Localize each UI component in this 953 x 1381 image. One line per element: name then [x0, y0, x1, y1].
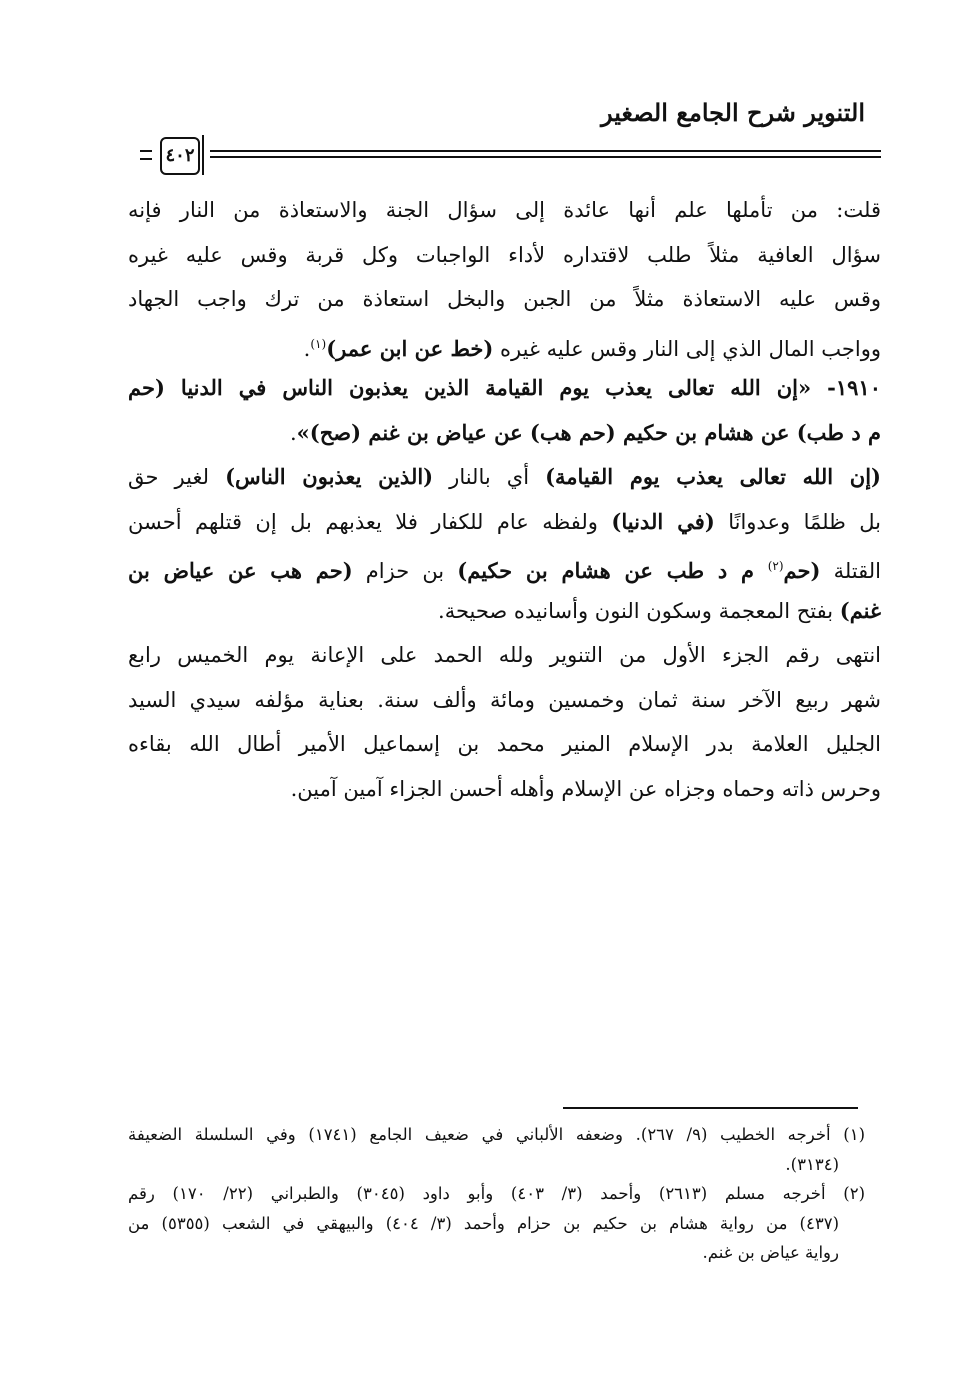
text-line [128, 277, 881, 322]
footnote-ref: (٢) [767, 559, 784, 573]
bold-text: م د طب عن هشام بن حكيم) [457, 558, 768, 583]
text-run: بفتح المعجمة وسكون النون وأسانيده صحيحة. [438, 598, 840, 623]
bold-text: (خط عن ابن عمر) [326, 335, 494, 361]
text-line [128, 678, 881, 723]
bold-text: ١٩١٠- «إن الله تعالى يعذب يوم القيامة الذين يعذبون الناس في الدنيا (حم [128, 375, 881, 400]
text-run: ولفظه عام للكفار فلا يعذبهم بل إن قتلهم أحسن [128, 509, 612, 534]
footnote-ref: (١) [310, 336, 327, 351]
text-line [128, 500, 881, 545]
footnote-line: رواية عياض بن غنم. [702, 1243, 839, 1262]
footnote-separator [563, 1107, 858, 1109]
text-line [128, 633, 881, 678]
text-line [128, 767, 881, 812]
text-run: قلت: من تأملها علم أنها عائدة إلى سؤال الجنة والاستعاذة من النار فإنه [128, 198, 881, 222]
bold-text: م د طب) عن هشام بن حكيم (حم هب) عن عياض بن غنم (صح)» [296, 419, 881, 445]
text-run: لغير حق [128, 465, 226, 489]
text-run: وواجب المال الذي إلى النار وقس عليه غيره [493, 336, 881, 361]
footnote-line: (١) أخرجه الخطيب (٩/ ٢٦٧). وضعفه الألباني في ضعيف الجامع (١٧٤١) وفي السلسلة الضعيفة [128, 1125, 865, 1144]
text-run: أي بالنار [433, 465, 546, 489]
bold-text: (حم هب عن عياض بن [128, 558, 353, 583]
text-line [128, 233, 881, 278]
text-run: الجليل العلامة بدر الإسلام المنير محمد بن إسماعيل الأمير أطال الله بقاءه [128, 732, 881, 756]
text-run: انتهى رقم الجزء الأول من التنوير ولله الحمد على الإعانة يوم الخميس رابع [128, 643, 881, 667]
bold-text: (إن الله تعالى يعذب يوم القيامة) [545, 464, 881, 489]
bold-text: (حم [783, 558, 821, 583]
text-line [128, 589, 881, 634]
text-run: سؤال العافية مثلاً طلب لاقتداره لأداء الواجبات وكل قربة وقس عليه غيره [128, 242, 881, 267]
text-run: بن حزام [352, 559, 458, 583]
text-line [128, 322, 881, 367]
bold-text: (الذين يعذبون الناس) [225, 464, 434, 489]
text-run: بل ظلمًا وعدوانًا [714, 509, 881, 534]
text-run: شهر ربيع الآخر سنة ثمان وخمسين ومائة وألف سنة. بعناية مؤلفه سيدي السيد [128, 687, 881, 712]
bold-text: (في الدنيا) [611, 508, 715, 534]
text-run: وحرس ذاته وحماه وجزاه عن الإسلام وأهله أحسن الجزاء آمين آمين. [290, 776, 881, 801]
text-line [128, 544, 881, 589]
page-number: ٤٠٢ [160, 137, 200, 175]
text-run: القتلة [820, 559, 881, 583]
bold-text: غنم) [839, 597, 881, 623]
text-line [128, 455, 881, 500]
main-text [128, 188, 881, 811]
text-line [128, 722, 881, 767]
footnote-line: (٢) أخرجه مسلم (٢٦١٣) وأحمد (٣/ ٤٠٣) وأبو داود (٣٠٤٥) والطبراني (٢٢/ ١٧٠) رقم [128, 1184, 865, 1203]
footnotes [128, 1120, 865, 1268]
footnote-line: (٤٣٧) من رواية هشام بن حكيم بن حزام وأحمد (٣/ ٤٠٤) والبيهقي في الشعب (٥٣٥٥) من [128, 1213, 839, 1233]
footnote-line: (٣١٣٤). [785, 1154, 839, 1174]
text-line [128, 188, 881, 233]
running-header-title: التنوير شرح الجامع الصغير [601, 98, 865, 127]
text-line [128, 411, 881, 456]
header-ornament [140, 150, 152, 160]
text-run: . [303, 336, 311, 361]
text-line [128, 366, 881, 411]
text-run: . [289, 420, 297, 445]
text-run: وقس عليه الاستعاذة مثلاً من الجبن والبخل استعاذة من ترك واجب الجهاد [128, 287, 881, 311]
header-double-rule [210, 150, 881, 158]
